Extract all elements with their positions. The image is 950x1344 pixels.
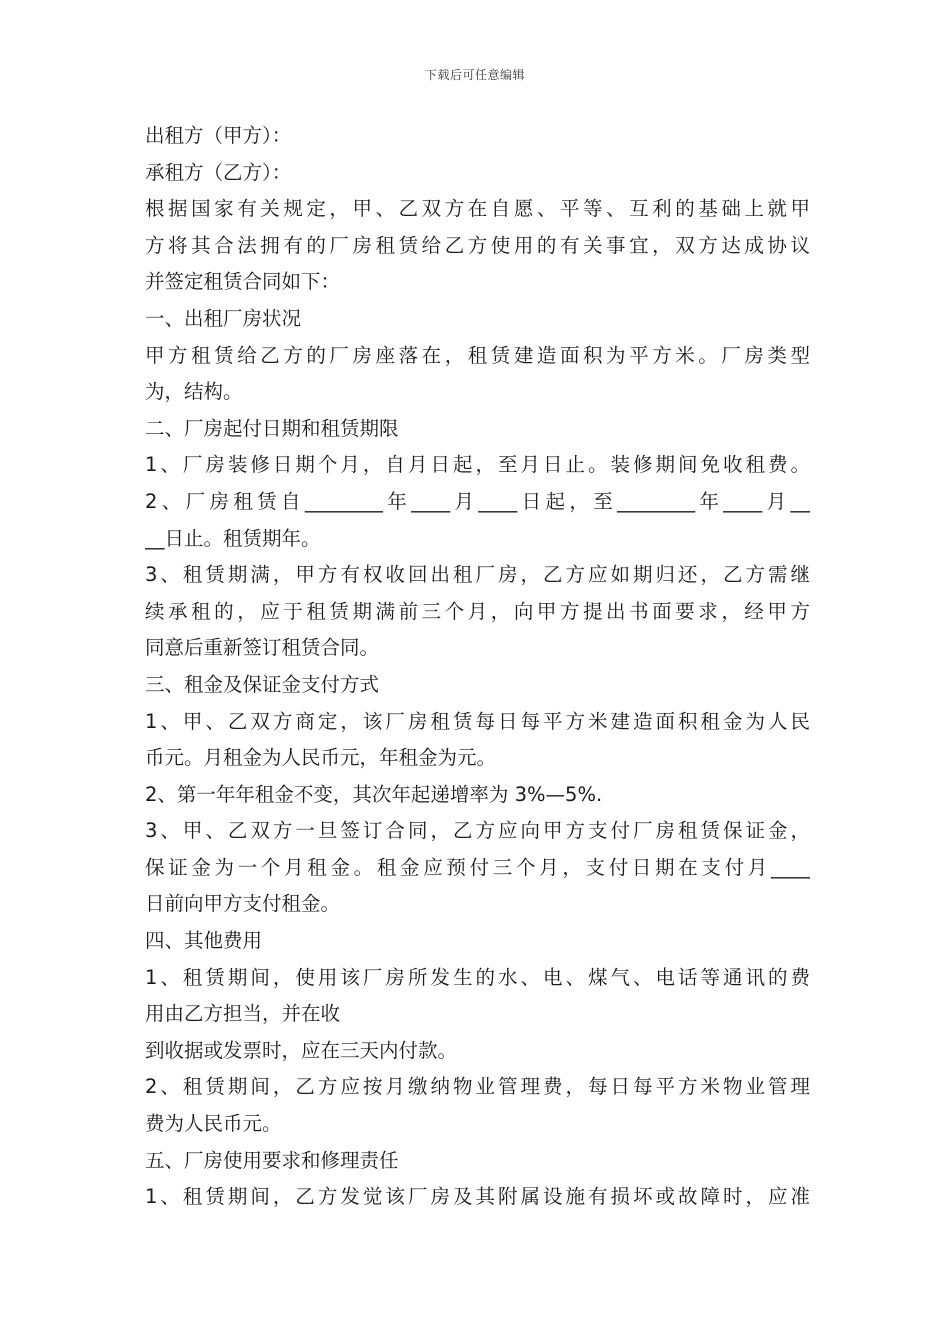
- text-line: 为，结构。: [145, 380, 243, 404]
- text-line: 一、出租厂房状况: [145, 306, 302, 330]
- text-line: 3、甲、乙双方一旦签订合同，乙方应向甲方支付厂房租赁保证金，: [145, 819, 810, 843]
- text-line: 根据国家有关规定，甲、乙双方在自愿、平等、互利的基础上就甲: [145, 197, 810, 221]
- text-line: __日止。租赁期年。: [145, 526, 321, 550]
- document-body: [145, 118, 810, 1216]
- text-line: 1、租赁期间，使用该厂房所发生的水、电、煤气、电话等通讯的费: [145, 965, 810, 989]
- text-line: 费为人民币元。: [145, 1112, 282, 1136]
- text-line: 续承租的，应于租赁期满前三个月，向甲方提出书面要求，经甲方: [145, 599, 810, 623]
- text-line: 1、甲、乙双方商定，该厂房租赁每日每平方米建造面积租金为人民: [145, 709, 810, 733]
- text-line: 二、厂房起付日期和租赁期限: [145, 416, 399, 440]
- text-line: 保证金为一个月租金。租金应预付三个月，支付日期在支付月____: [145, 855, 810, 879]
- text-line: 到收据或发票时，应在三天内付款。: [145, 1038, 458, 1062]
- text-line: 三、租金及保证金支付方式: [145, 672, 380, 696]
- text-line: 方将其合法拥有的厂房租赁给乙方使用的有关事宜，双方达成协议: [145, 233, 810, 257]
- text-line: 用由乙方担当，并在收: [145, 1002, 341, 1026]
- text-line: 甲方租赁给乙方的厂房座落在，租赁建造面积为平方米。厂房类型: [145, 343, 810, 367]
- text-line: 1、厂房装修日期个月，自月日起，至月日止。装修期间免收租费。: [145, 453, 810, 477]
- text-line: 3、租赁期满，甲方有权收回出租厂房，乙方应如期归还，乙方需继: [145, 563, 810, 587]
- page-header: 下载后可任意编辑: [424, 68, 525, 82]
- text-line: 2、第一年年租金不变，其次年起递增率为 3%—5%.: [145, 782, 603, 806]
- text-line: 承租方（乙方）：: [145, 160, 292, 184]
- text-line: 币元。月租金为人民币元，年租金为元。: [145, 746, 497, 770]
- text-line: 五、厂房使用要求和修理责任: [145, 1148, 399, 1172]
- text-line: 2、租赁期间，乙方应按月缴纳物业管理费，每日每平方米物业管理: [145, 1075, 810, 1099]
- text-line: 并签定租赁合同如下：: [145, 270, 341, 294]
- text-line: 四、其他费用: [145, 929, 263, 953]
- text-line: 出租方（甲方）：: [145, 124, 292, 147]
- text-line: 日前向甲方支付租金。: [145, 892, 341, 916]
- text-line: 1、租赁期间，乙方发觉该厂房及其附属设施有损坏或故障时，应准: [145, 1185, 810, 1209]
- text-line: 同意后重新签订租赁合同。: [145, 636, 380, 660]
- text-line: 2、厂房租赁自________年____月____日起，至________年____月__: [145, 489, 810, 513]
